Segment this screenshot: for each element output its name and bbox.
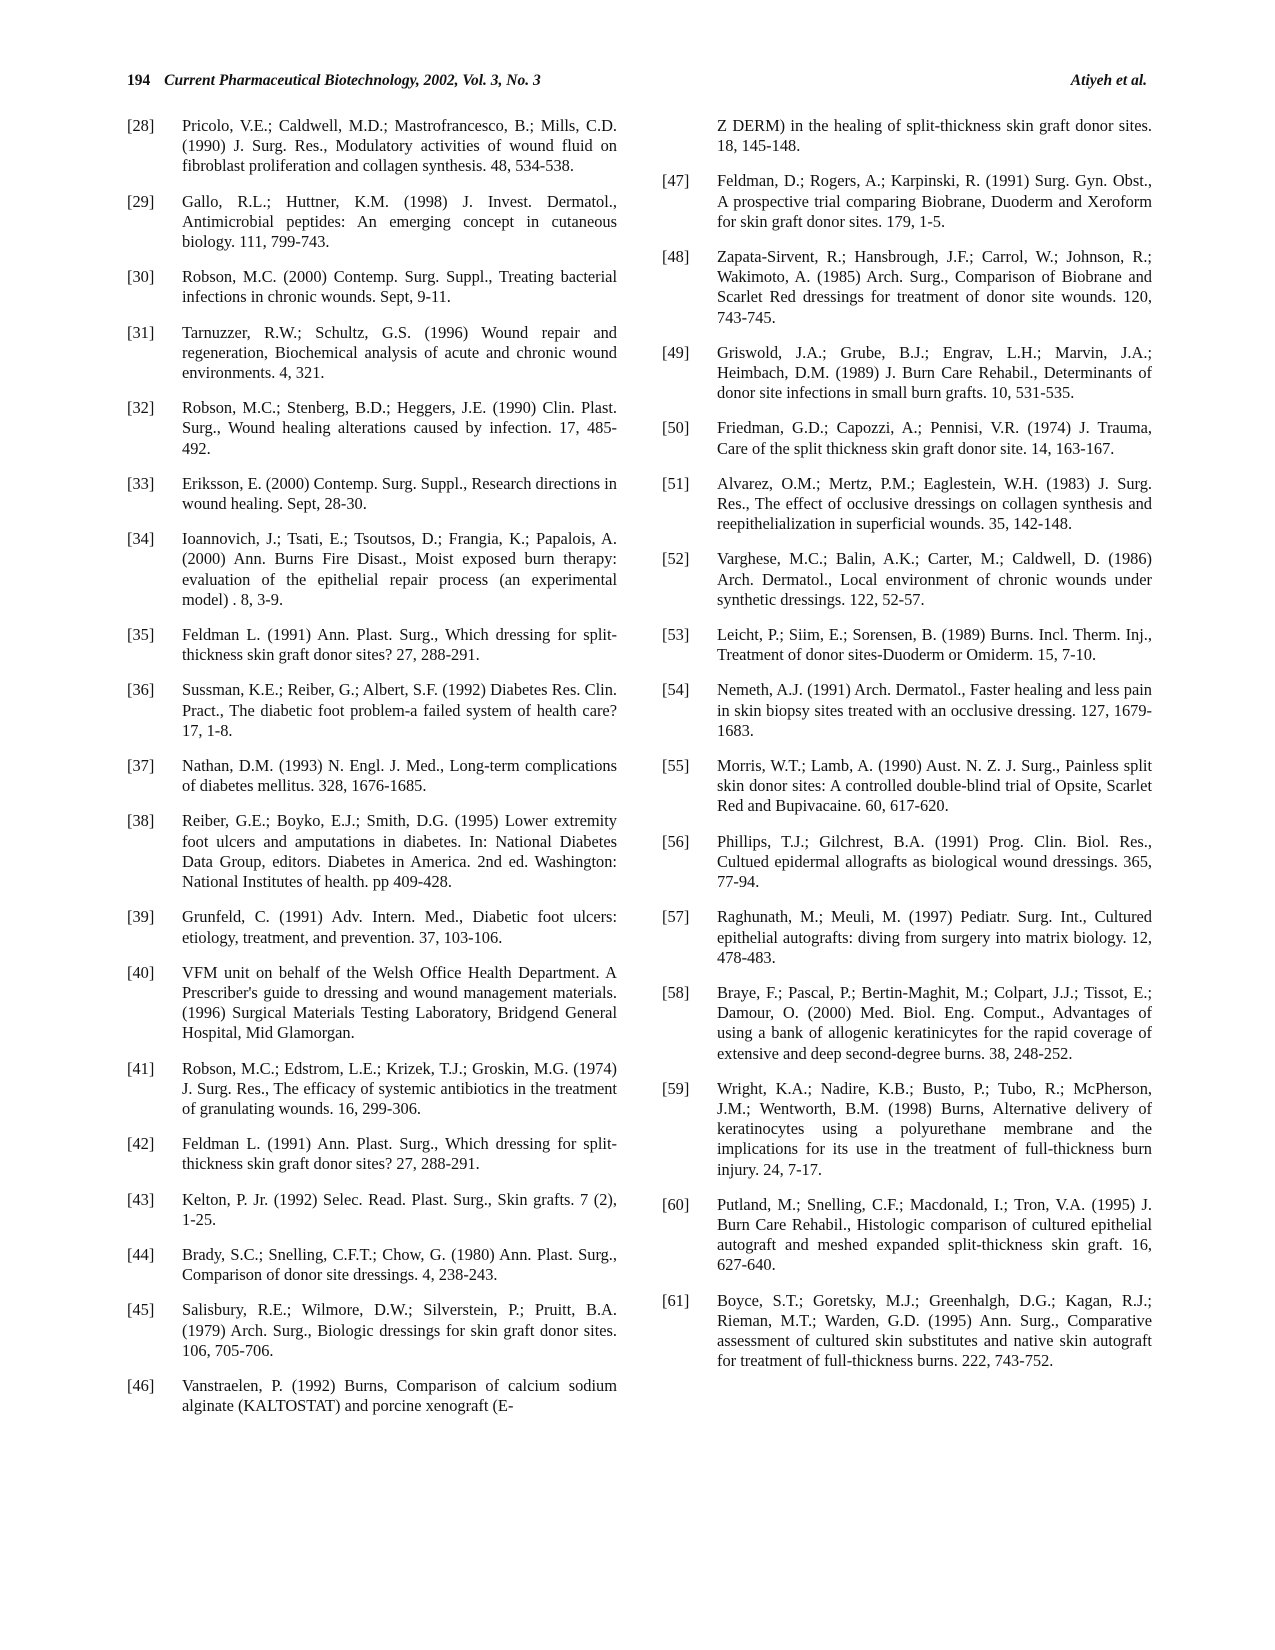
reference-text: Robson, M.C.; Stenberg, B.D.; Heggers, J.E. (1990) Clin. Plast. Surg., Wound healing alterations caused by infection. 17, 485-492. [182,398,617,458]
reference-text: Braye, F.; Pascal, P.; Bertin-Maghit, M.; Colpart, J.J.; Tissot, E.; Damour, O. (2000) Med. Biol. Eng. Comput., Advantages of using a bank of allogenic keratinicytes for the rapid coverage of extensive and deep second-degree burns. 38, 248-252. [717,982,1152,1063]
reference-text: Gallo, R.L.; Huttner, K.M. (1998) J. Invest. Dermatol., Antimicrobial peptides: An emerging concept in cutaneous biology. 111, 799-743. [182,191,617,252]
reference-number: [58] [662,982,690,1002]
reference-number: [61] [662,1290,690,1310]
reference-number: [55] [662,756,690,776]
reference-entry [127,963,617,1044]
reference-entry [127,756,617,796]
reference-text: Boyce, S.T.; Goretsky, M.J.; Greenhalgh, D.G.; Kagan, R.J.; Rieman, M.T.; Warden, G.D. (1995) Ann. Surg., Comparative assessment of cultured skin substitutes and native skin autograft for treatment of full-thickness burns. 222, 743-752. [717,1290,1152,1371]
reference-number: [46] [127,1375,155,1395]
reference-text: Friedman, G.D.; Capozzi, A.; Pennisi, V.R. (1974) J. Trauma, Care of the split thickness skin graft donor site. 14, 163-167. [717,418,1152,458]
reference-number: [49] [662,342,690,362]
references-left-column [127,116,617,1431]
reference-entry [127,474,617,514]
reference-entry [127,267,617,307]
reference-entry [127,1190,617,1230]
reference-entry [127,192,617,253]
reference-number: [36] [127,680,155,700]
reference-entry [127,680,617,741]
reference-text: Alvarez, O.M.; Mertz, P.M.; Eaglestein, W.H. (1983) J. Surg. Res., The effect of occlusive dressings on collagen synthesis and reepithelialization in superficial wounds. 35, 142-148. [717,473,1152,534]
reference-number: [47] [662,171,690,191]
reference-number: [35] [127,625,155,645]
journal-citation: Current Pharmaceutical Biotechnology, 2002, Vol. 3, No. 3 [164,72,541,89]
reference-entry [127,116,617,177]
reference-text: Varghese, M.C.; Balin, A.K.; Carter, M.; Caldwell, D. (1986) Arch. Dermatol., Local environment of chronic wounds under synthetic dressings. 122, 52-57. [717,549,1152,609]
reference-entry [662,832,1152,893]
reference-number: [51] [662,473,690,493]
reference-entry [127,398,617,459]
reference-text: Salisbury, R.E.; Wilmore, D.W.; Silverstein, P.; Pruitt, B.A. (1979) Arch. Surg., Biologic dressings for skin graft donor sites. 106, 705-706. [182,1300,617,1360]
reference-number: [45] [127,1300,155,1320]
reference-text: Robson, M.C.; Edstrom, L.E.; Krizek, T.J.; Groskin, M.G. (1974) J. Surg. Res., The efficacy of systemic antibiotics in the treatment of granulating wounds. 16, 299-306. [182,1058,617,1118]
reference-entry [662,116,1152,156]
reference-text: Kelton, P. Jr. (1992) Selec. Read. Plast. Surg., Skin grafts. 7 (2), 1-25. [182,1189,617,1229]
reference-number: [38] [127,811,155,831]
reference-number: [57] [662,907,690,927]
reference-text: Nathan, D.M. (1993) N. Engl. J. Med., Long-term complications of diabetes mellitus. 328, 1676-1685. [182,756,617,796]
reference-entry [127,1134,617,1174]
reference-text: Sussman, K.E.; Reiber, G.; Albert, S.F. (1992) Diabetes Res. Clin. Pract., The diabetic foot problem-a failed system of health care? 17, 1-8. [182,680,617,740]
reference-number: [34] [127,529,155,549]
reference-number: [52] [662,549,690,569]
reference-text: Nemeth, A.J. (1991) Arch. Dermatol., Faster healing and less pain in skin biopsy sites treated with an occlusive dressing. 127, 1679-1683. [717,680,1152,740]
reference-text: Feldman L. (1991) Ann. Plast. Surg., Which dressing for split-thickness skin graft donor sites? 27, 288-291. [182,1134,617,1174]
reference-entry [662,625,1152,665]
reference-entry [662,418,1152,458]
reference-text: Ioannovich, J.; Tsati, E.; Tsoutsos, D.; Frangia, K.; Papalois, A. (2000) Ann. Burns Fire Disast., Moist exposed burn therapy: evaluation of the epithelial repair process (an experimental model) . 8, 3-9. [182,529,617,609]
page-number: 194 [127,72,151,89]
reference-number: [53] [662,625,690,645]
reference-text: Zapata-Sirvent, R.; Hansbrough, J.F.; Carrol, W.; Johnson, R.; Wakimoto, A. (1985) Arch. Surg., Comparison of Biobrane and Scarlet Red dressings for treatment of donor site wounds. 120, 743-745. [717,247,1152,327]
reference-text: Feldman L. (1991) Ann. Plast. Surg., Which dressing for split-thickness skin graft donor sites? 27, 288-291. [182,625,617,665]
reference-text: Eriksson, E. (2000) Contemp. Surg. Suppl., Research directions in wound healing. Sept, 28-30. [182,473,617,514]
reference-text: Griswold, J.A.; Grube, B.J.; Engrav, L.H.; Marvin, J.A.; Heimbach, D.M. (1989) J. Burn Care Rehabil., Determinants of donor site infections in small burn grafts. 10, 531-535. [717,342,1152,403]
reference-number: [44] [127,1244,155,1264]
reference-number: [32] [127,398,155,418]
reference-entry [662,756,1152,817]
header-left [127,72,541,90]
reference-text: Morris, W.T.; Lamb, A. (1990) Aust. N. Z. J. Surg., Painless split skin donor sites: A controlled double-blind trial of Opsite, Scarlet Red and Bupivacaine. 60, 617-620. [717,756,1152,816]
reference-number: [37] [127,756,155,776]
reference-entry [662,1195,1152,1276]
reference-text: Vanstraelen, P. (1992) Burns, Comparison of calcium sodium alginate (KALTOSTAT) and porcine xenograft (E- [182,1375,617,1416]
reference-number: [31] [127,322,155,342]
reference-number: [28] [127,116,155,135]
reference-number: [40] [127,962,155,982]
reference-entry [662,171,1152,232]
reference-number: [54] [662,680,690,700]
reference-text: Reiber, G.E.; Boyko, E.J.; Smith, D.G. (1995) Lower extremity foot ulcers and amputations in diabetes. In: National Diabetes Data Group, editors. Diabetes in America. 2nd ed. Washington: National Institutes of health. pp 409-428. [182,811,617,892]
reference-entry [662,907,1152,968]
reference-number: [29] [127,191,155,211]
reference-number: [48] [662,247,690,267]
reference-entry [662,247,1152,328]
reference-entry [662,983,1152,1064]
reference-text: Pricolo, V.E.; Caldwell, M.D.; Mastrofrancesco, B.; Mills, C.D. (1990) J. Surg. Res., Modulatory activities of wound fluid on fibroblast proliferation and collagen synthesis. 48, 534-538. [182,116,617,176]
reference-text: Grunfeld, C. (1991) Adv. Intern. Med., Diabetic foot ulcers: etiology, treatment, and prevention. 37, 103-106. [182,907,617,947]
page-header [127,72,1147,94]
references-right-column [662,116,1152,1386]
reference-entry [662,680,1152,741]
reference-entry [127,625,617,665]
reference-entry [662,1291,1152,1372]
reference-text: Raghunath, M.; Meuli, M. (1997) Pediatr. Surg. Int., Cultured epithelial autografts: diving from surgery into matrix biology. 12, 478-483. [717,907,1152,967]
reference-number: [42] [127,1134,155,1154]
reference-entry [662,1079,1152,1180]
reference-entry [127,529,617,610]
reference-text: Leicht, P.; Siim, E.; Sorensen, B. (1989) Burns. Incl. Therm. Inj., Treatment of donor sites-Duoderm or Omiderm. 15, 7-10. [717,625,1152,665]
reference-text: Brady, S.C.; Snelling, C.F.T.; Chow, G. (1980) Ann. Plast. Surg., Comparison of donor site dressings. 4, 238-243. [182,1244,617,1285]
reference-entry [127,1245,617,1285]
reference-entry [662,474,1152,535]
reference-entry [662,343,1152,404]
reference-text: Phillips, T.J.; Gilchrest, B.A. (1991) Prog. Clin. Biol. Res., Cultued epidermal allografts as biological wound dressings. 365, 77-94. [717,831,1152,892]
reference-number: [30] [127,267,155,287]
reference-entry [662,549,1152,610]
reference-entry [127,811,617,892]
reference-number: [33] [127,473,155,493]
reference-text: Robson, M.C. (2000) Contemp. Surg. Suppl., Treating bacterial infections in chronic wounds. Sept, 9-11. [182,267,617,307]
reference-text: Putland, M.; Snelling, C.F.; Macdonald, I.; Tron, V.A. (1995) J. Burn Care Rehabil., Histologic comparison of cultured epithelial autograft and meshed expanded split-thickness skin graft. 16, 627-640. [717,1194,1152,1275]
reference-text: Tarnuzzer, R.W.; Schultz, G.S. (1996) Wound repair and regeneration, Biochemical analysis of acute and chronic wound environments. 4, 321. [182,322,617,383]
reference-number: [39] [127,907,155,927]
reference-number: [41] [127,1058,155,1078]
reference-text: VFM unit on behalf of the Welsh Office Health Department. A Prescriber's guide to dressing and wound management materials. (1996) Surgical Materials Testing Laboratory, Bridgend General Hospital, Mid Glamorgan. [182,962,617,1043]
reference-entry [127,907,617,947]
reference-number: [59] [662,1078,690,1098]
reference-text: Z DERM) in the healing of split-thickness skin graft donor sites. 18, 145-148. [717,116,1152,156]
reference-number: [43] [127,1189,155,1209]
reference-number: [56] [662,831,690,851]
reference-entry [127,323,617,384]
reference-entry [127,1300,617,1361]
reference-entry [127,1376,617,1416]
reference-text: Feldman, D.; Rogers, A.; Karpinski, R. (1991) Surg. Gyn. Obst., A prospective trial comparing Biobrane, Duoderm and Xeroform for skin graft donor sites. 179, 1-5. [717,171,1152,231]
reference-entry [127,1059,617,1120]
reference-number: [50] [662,418,690,438]
reference-number: [60] [662,1194,690,1214]
reference-text: Wright, K.A.; Nadire, K.B.; Busto, P.; Tubo, R.; McPherson, J.M.; Wentworth, B.M. (1998) Burns, Alternative delivery of keratinocytes using a polyurethane membrane and the implications for its use in the treatment of full-thickness burn injury. 24, 7-17. [717,1078,1152,1179]
running-author: Atiyeh et al. [1070,72,1147,89]
